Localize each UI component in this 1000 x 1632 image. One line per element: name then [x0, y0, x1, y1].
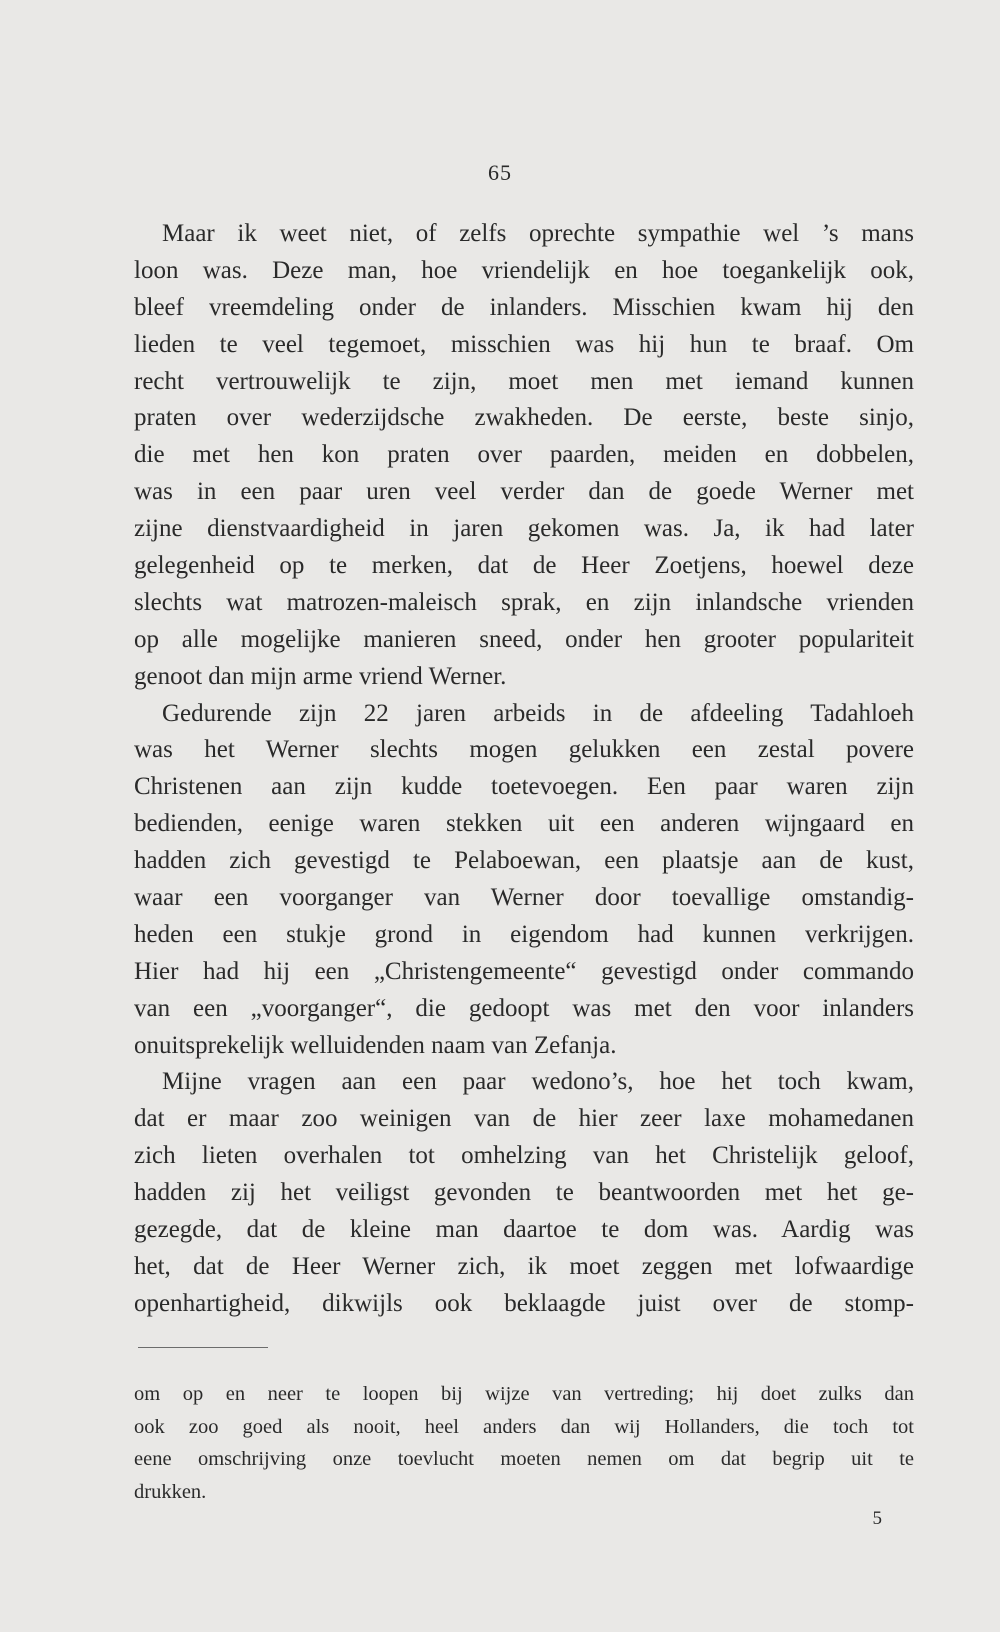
text-line: hadden zich gevestigd te Pelaboewan, een plaatsje aan de kust,	[134, 847, 914, 875]
text-line: Maar ik weet niet, of zelfs oprechte sympathie wel ’s mans	[162, 220, 914, 247]
text-line: genoot dan mijn arme vriend Werner.	[134, 662, 507, 690]
text-line: praten over wederzijdsche zwakheden. De eerste, beste sinjo,	[134, 404, 914, 432]
body-text	[134, 216, 914, 1323]
text-line: zich lieten overhalen tot omhelzing van het Christelijk geloof,	[134, 1142, 914, 1170]
text-line: Hier had hij een „Christengemeente“ gevestigd onder commando	[134, 957, 914, 985]
text-line: was het Werner slechts mogen gelukken een zestal povere	[134, 736, 914, 764]
text-line: zijne dienstvaardigheid in jaren gekomen was. Ja, ik had later	[134, 515, 914, 543]
text-line: gezegde, dat de kleine man daartoe te dom was. Aardig was	[134, 1216, 914, 1244]
footnote-line: om op en neer te loopen bij wijze van vertreding; hij doet zulks dan	[134, 1383, 914, 1405]
text-line: Mijne vragen aan een paar wedono’s, hoe het toch kwam,	[162, 1068, 914, 1096]
text-line: slechts wat matrozen-maleisch sprak, en zijn inlandsche vrienden	[134, 588, 914, 616]
text-line: loon was. Deze man, hoe vriendelijk en hoe toegankelijk ook,	[134, 256, 914, 284]
text-line: was in een paar uren veel verder dan de goede Werner met	[134, 478, 914, 506]
text-line: Gedurende zijn 22 jaren arbeids in de afdeeling Tadahloeh	[162, 699, 914, 727]
text-line: hadden zij het veiligst gevonden te beantwoorden met het ge-	[134, 1179, 914, 1207]
footnote-text	[134, 1378, 914, 1508]
text-line: lieden te veel tegemoet, misschien was hij hun te braaf. Om	[134, 330, 914, 358]
text-line: dat er maar zoo weinigen van de hier zeer laxe mohamedanen	[134, 1105, 914, 1133]
text-line: recht vertrouwelijk te zijn, moet men met iemand kunnen	[134, 367, 914, 395]
text-line: op alle mogelijke manieren sneed, onder hen grooter populariteit	[134, 625, 914, 653]
text-line: bleef vreemdeling onder de inlanders. Misschien kwam hij den	[134, 293, 914, 321]
text-line: onuitsprekelijk welluidenden naam van Zefanja.	[134, 1031, 617, 1059]
text-line: gelegenheid op te merken, dat de Heer Zoetjens, hoewel deze	[134, 552, 914, 580]
footnote-line: drukken.	[134, 1480, 207, 1503]
footnote-divider	[138, 1347, 268, 1348]
page-number: 65	[488, 160, 512, 185]
text-line: heden een stukje grond in eigendom had kunnen verkrijgen.	[134, 920, 914, 948]
text-line: van een „voorganger“, die gedoopt was met den voor inlanders	[134, 994, 914, 1022]
text-line: het, dat de Heer Werner zich, ik moet zeggen met lofwaardige	[134, 1252, 914, 1280]
signature-mark: 5	[872, 1508, 882, 1529]
footnote-line: ook zoo goed als nooit, heel anders dan wij Hollanders, die toch tot	[134, 1415, 914, 1438]
text-line: die met hen kon praten over paarden, meiden en dobbelen,	[134, 441, 914, 469]
text-line: waar een voorganger van Werner door toevallige omstandig-	[134, 884, 914, 912]
text-line: openhartigheid, dikwijls ook beklaagde juist over de stomp-	[134, 1289, 914, 1317]
text-line: Christenen aan zijn kudde toetevoegen. Een paar waren zijn	[134, 773, 914, 801]
footnote-line: eene omschrijving onze toevlucht moeten nemen om dat begrip uit te	[134, 1448, 914, 1470]
text-line: bedienden, eenige waren stekken uit een anderen wijngaard en	[134, 810, 914, 838]
